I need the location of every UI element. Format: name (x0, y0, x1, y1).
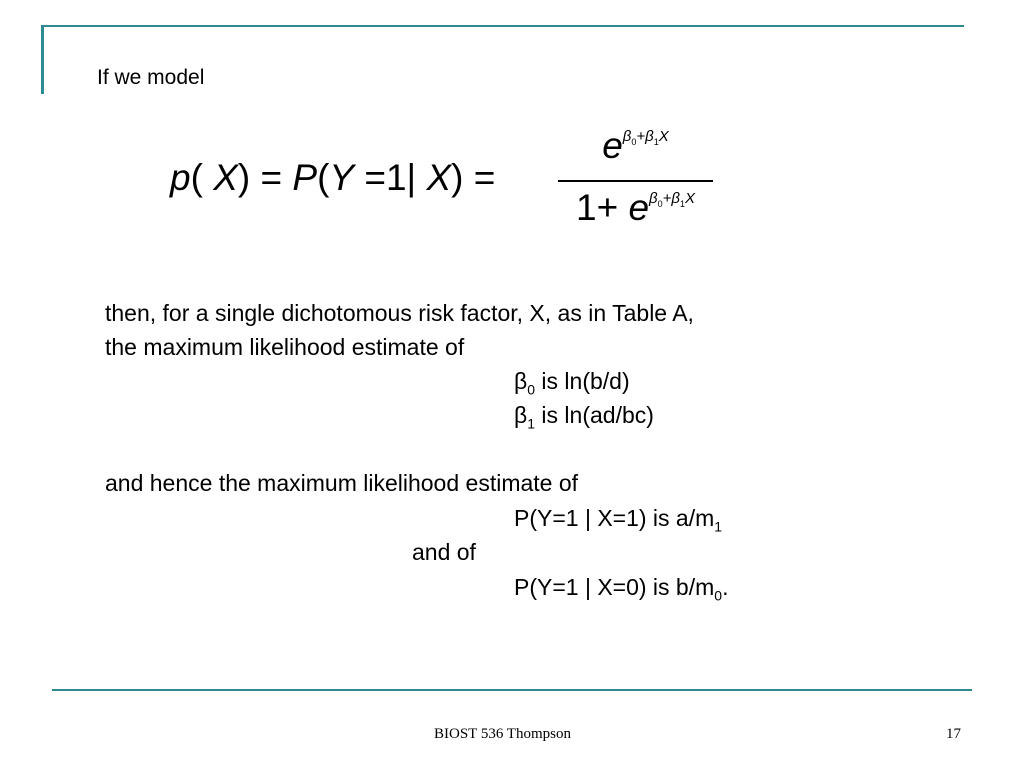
page-number: 17 (946, 726, 961, 742)
formula-denominator: $1+ e^{\beta_0+\beta_1X}$ (575, 187, 695, 228)
formula-lhs: p( X) = P(Y =1| X) = (170, 157, 496, 198)
formula-fraction (558, 125, 713, 235)
line-then: then, for a single dichotomous risk factor, X, as in Table A, (105, 300, 694, 326)
p-x0-estimate: P(Y=1 | X=0) is $b/m_0$. (514, 574, 729, 604)
and-of-text: and of (412, 539, 476, 565)
beta1-estimate: $\beta_1$ is ln(ad/bc) (514, 402, 654, 432)
accent-bottom-rule (52, 689, 972, 691)
line-mle: the maximum likelihood estimate of (105, 334, 465, 360)
footer-title: BIOST 536 Thompson (434, 726, 571, 742)
formula-numerator: $e^{\beta_0+\beta_1X}$ (602, 125, 669, 166)
fraction-bar (558, 180, 713, 182)
accent-top-rule (41, 25, 964, 27)
accent-vertical-bar (41, 25, 44, 94)
logistic-formula (170, 125, 730, 235)
intro-text: If we model (97, 66, 205, 89)
beta0-estimate: $\beta_0$ is ln(b/d) (514, 368, 630, 398)
p-x1-estimate: P(Y=1 | X=1) is $a/m_1$ (514, 505, 723, 535)
line-hence: and hence the maximum likelihood estimate of (105, 470, 579, 496)
